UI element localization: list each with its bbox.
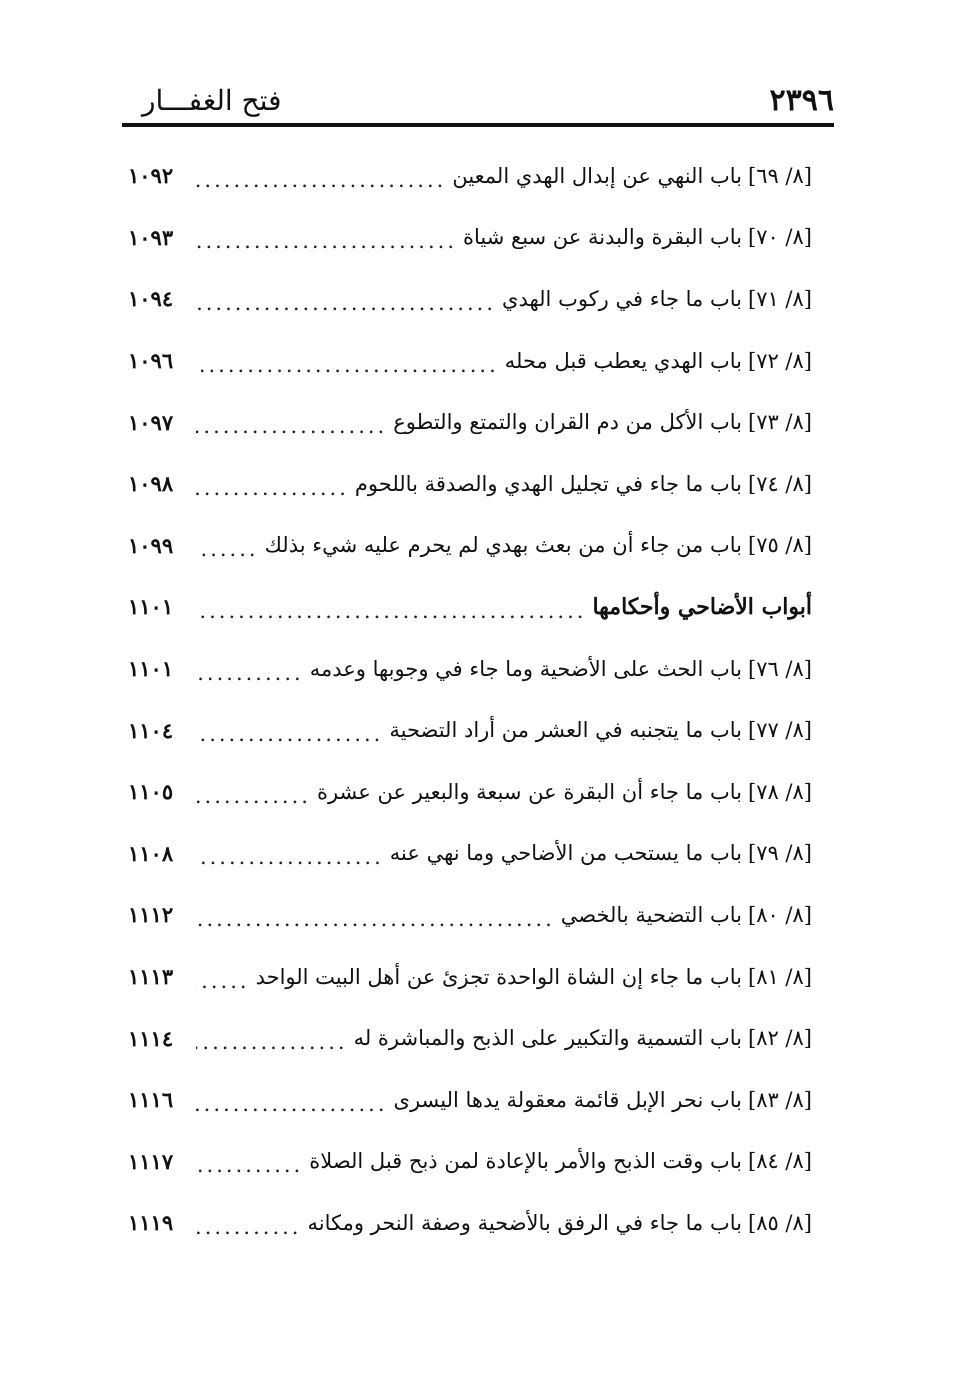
toc-entry-ref: [٨/ ٦٩]	[747, 163, 812, 188]
toc-entry-page: ١٠٩٣	[128, 224, 174, 250]
toc-entry-ref: [٨/ ٧٧]	[747, 718, 812, 743]
toc-entry-label	[355, 472, 812, 496]
dot-leader	[196, 907, 555, 931]
toc-entry-ref: [٨/ ٨١]	[747, 964, 812, 989]
toc-entry-page: ١١٠٥	[128, 779, 174, 805]
toc-entry	[128, 823, 812, 885]
dot-leader	[196, 1030, 348, 1054]
toc-entry-ref: [٨/ ٨٥]	[747, 1210, 812, 1235]
toc-entry	[128, 761, 812, 823]
toc-entry-page: ١١٠١	[128, 656, 174, 682]
toc-entry-page: ١١٠٤	[128, 717, 174, 743]
toc-entry-label	[309, 1149, 812, 1173]
book-title: فتح الغفـــار	[142, 84, 282, 117]
toc-entry-title: باب ما جاء أن البقرة عن سبعة والبعير عن عشرة	[316, 779, 742, 804]
dot-leader	[196, 537, 259, 561]
toc-entry	[128, 1131, 812, 1193]
toc-entry-label	[307, 1211, 812, 1235]
dot-leader	[196, 1092, 388, 1116]
toc-entry-title: باب البقرة والبدنة عن سبع شياة	[463, 225, 742, 250]
dot-leader	[196, 414, 387, 438]
toc-entry	[128, 391, 812, 453]
toc-entry-title: باب ما جاء في تجليل الهدي والصدقة باللحوم	[354, 471, 742, 496]
dot-leader	[196, 661, 304, 685]
toc-entry-ref: [٨/ ٨٤]	[747, 1149, 812, 1174]
dot-leader	[196, 722, 383, 746]
toc-entry-ref: [٨/ ٧٨]	[747, 779, 812, 804]
toc-entry-page: ١٠٩٤	[128, 286, 174, 312]
toc-entry	[128, 946, 812, 1008]
running-header	[122, 82, 834, 126]
toc-entry	[128, 638, 812, 700]
toc-entry	[128, 884, 812, 946]
toc-entry-ref: [٨/ ٨٣]	[747, 1087, 812, 1112]
table-of-contents	[128, 145, 812, 1254]
toc-entry-ref: [٨/ ٧٣]	[747, 410, 812, 435]
toc-entry-page: ١٠٩٧	[128, 409, 174, 435]
dot-leader	[196, 229, 457, 253]
dot-leader	[196, 1153, 303, 1177]
toc-entry-page: ١٠٩٩	[128, 532, 174, 558]
toc-entry-title: باب الأكل من دم القران والتمتع والتطوع	[393, 410, 742, 435]
toc-entry	[128, 145, 812, 207]
toc-entry-title: باب ما جاء إن الشاة الواحدة تجزئ عن أهل البيت الواحد	[255, 964, 742, 989]
toc-entry-title: باب ما جاء في الرفق بالأضحية وصفة النحر ومكانه	[307, 1210, 742, 1235]
toc-entry-title: باب الهدي يعطب قبل محله	[504, 348, 742, 373]
toc-entry-ref: [٨/ ٧٩]	[747, 841, 812, 866]
toc-entry-label	[452, 164, 812, 188]
toc-entry-ref: [٨/ ٧٠]	[747, 225, 812, 250]
page-number: ٢٣٩٦	[769, 83, 834, 118]
toc-entry	[128, 453, 812, 515]
toc-entry-title: أبواب الأضاحي وأحكامها	[592, 593, 812, 620]
toc-entry-ref: [٨/ ٧١]	[747, 286, 812, 311]
header-divider	[122, 123, 834, 127]
toc-entry-title: باب ما جاء في ركوب الهدي	[502, 286, 742, 311]
toc-entry-page: ١١١٢	[128, 902, 174, 928]
dot-leader	[196, 168, 446, 192]
dot-leader	[196, 1215, 301, 1239]
toc-entry-page: ١٠٩٢	[128, 163, 174, 189]
toc-entry-page: ١١٠١	[128, 594, 174, 620]
toc-entry-label	[393, 410, 812, 434]
toc-entry-label	[561, 903, 812, 927]
toc-section-heading	[128, 576, 812, 638]
toc-entry-label	[592, 594, 812, 620]
toc-entry-title: باب ما يتجنبه في العشر من أراد التضحية	[389, 718, 742, 743]
toc-entry-page: ١٠٩٦	[128, 348, 174, 374]
toc-entry	[128, 699, 812, 761]
dot-leader	[196, 291, 496, 315]
toc-entry	[128, 207, 812, 269]
toc-entry-label	[502, 287, 812, 311]
toc-entry-title: باب الحث على الأضحية وما جاء في وجوبها وعدمه	[309, 656, 742, 681]
toc-entry-label	[354, 1026, 812, 1050]
toc-entry	[128, 268, 812, 330]
dot-leader	[196, 969, 250, 993]
toc-entry	[128, 1007, 812, 1069]
toc-entry-page: ١١١٤	[128, 1025, 174, 1051]
toc-entry-title: باب التسمية والتكبير على الذبح والمباشرة له	[353, 1026, 742, 1051]
dot-leader	[196, 353, 499, 377]
toc-entry-ref: [٨/ ٧٤]	[747, 471, 812, 496]
dot-leader	[196, 476, 349, 500]
toc-entry-page: ١١٠٨	[128, 840, 174, 866]
toc-entry-title: باب النهي عن إبدال الهدي المعين	[452, 163, 742, 188]
toc-entry-label	[310, 657, 812, 681]
toc-entry-label	[256, 965, 812, 989]
toc-entry-ref: [٨/ ٨٠]	[747, 902, 812, 927]
toc-entry-label	[265, 533, 812, 557]
toc-entry-ref: [٨/ ٧٥]	[747, 533, 812, 558]
toc-entry-page: ١١١٧	[128, 1148, 174, 1174]
toc-entry-title: باب التضحية بالخصي	[560, 902, 742, 927]
toc-entry-title: باب وقت الذبح والأمر بالإعادة لمن ذبح قبل الصلاة	[309, 1149, 742, 1174]
toc-entry-page: ١١١٦	[128, 1087, 174, 1113]
toc-entry-label	[389, 718, 812, 742]
toc-entry-title: باب ما يستحب من الأضاحي وما نهي عنه	[389, 841, 742, 866]
toc-entry	[128, 1069, 812, 1131]
toc-entry-label	[394, 1088, 812, 1112]
dot-leader	[196, 784, 311, 808]
toc-entry-page: ١٠٩٨	[128, 471, 174, 497]
toc-entry	[128, 515, 812, 577]
toc-entry-title: باب نحر الإبل قائمة معقولة يدها اليسرى	[393, 1087, 742, 1112]
toc-entry-label	[463, 225, 812, 249]
toc-entry-ref: [٨/ ٧٦]	[747, 656, 812, 681]
dot-leader	[196, 845, 384, 869]
toc-entry	[128, 1192, 812, 1254]
toc-entry-label	[505, 349, 812, 373]
dot-leader	[196, 599, 586, 623]
toc-entry-ref: [٨/ ٧٢]	[747, 348, 812, 373]
toc-entry-page: ١١١٩	[128, 1210, 174, 1236]
toc-entry-page: ١١١٣	[128, 964, 174, 990]
toc-entry	[128, 330, 812, 392]
toc-entry-ref: [٨/ ٨٢]	[747, 1026, 812, 1051]
toc-entry-label	[390, 841, 812, 865]
toc-entry-title: باب من جاء أن من بعث بهدي لم يحرم عليه شيء بذلك	[264, 533, 742, 558]
toc-entry-label	[317, 780, 812, 804]
